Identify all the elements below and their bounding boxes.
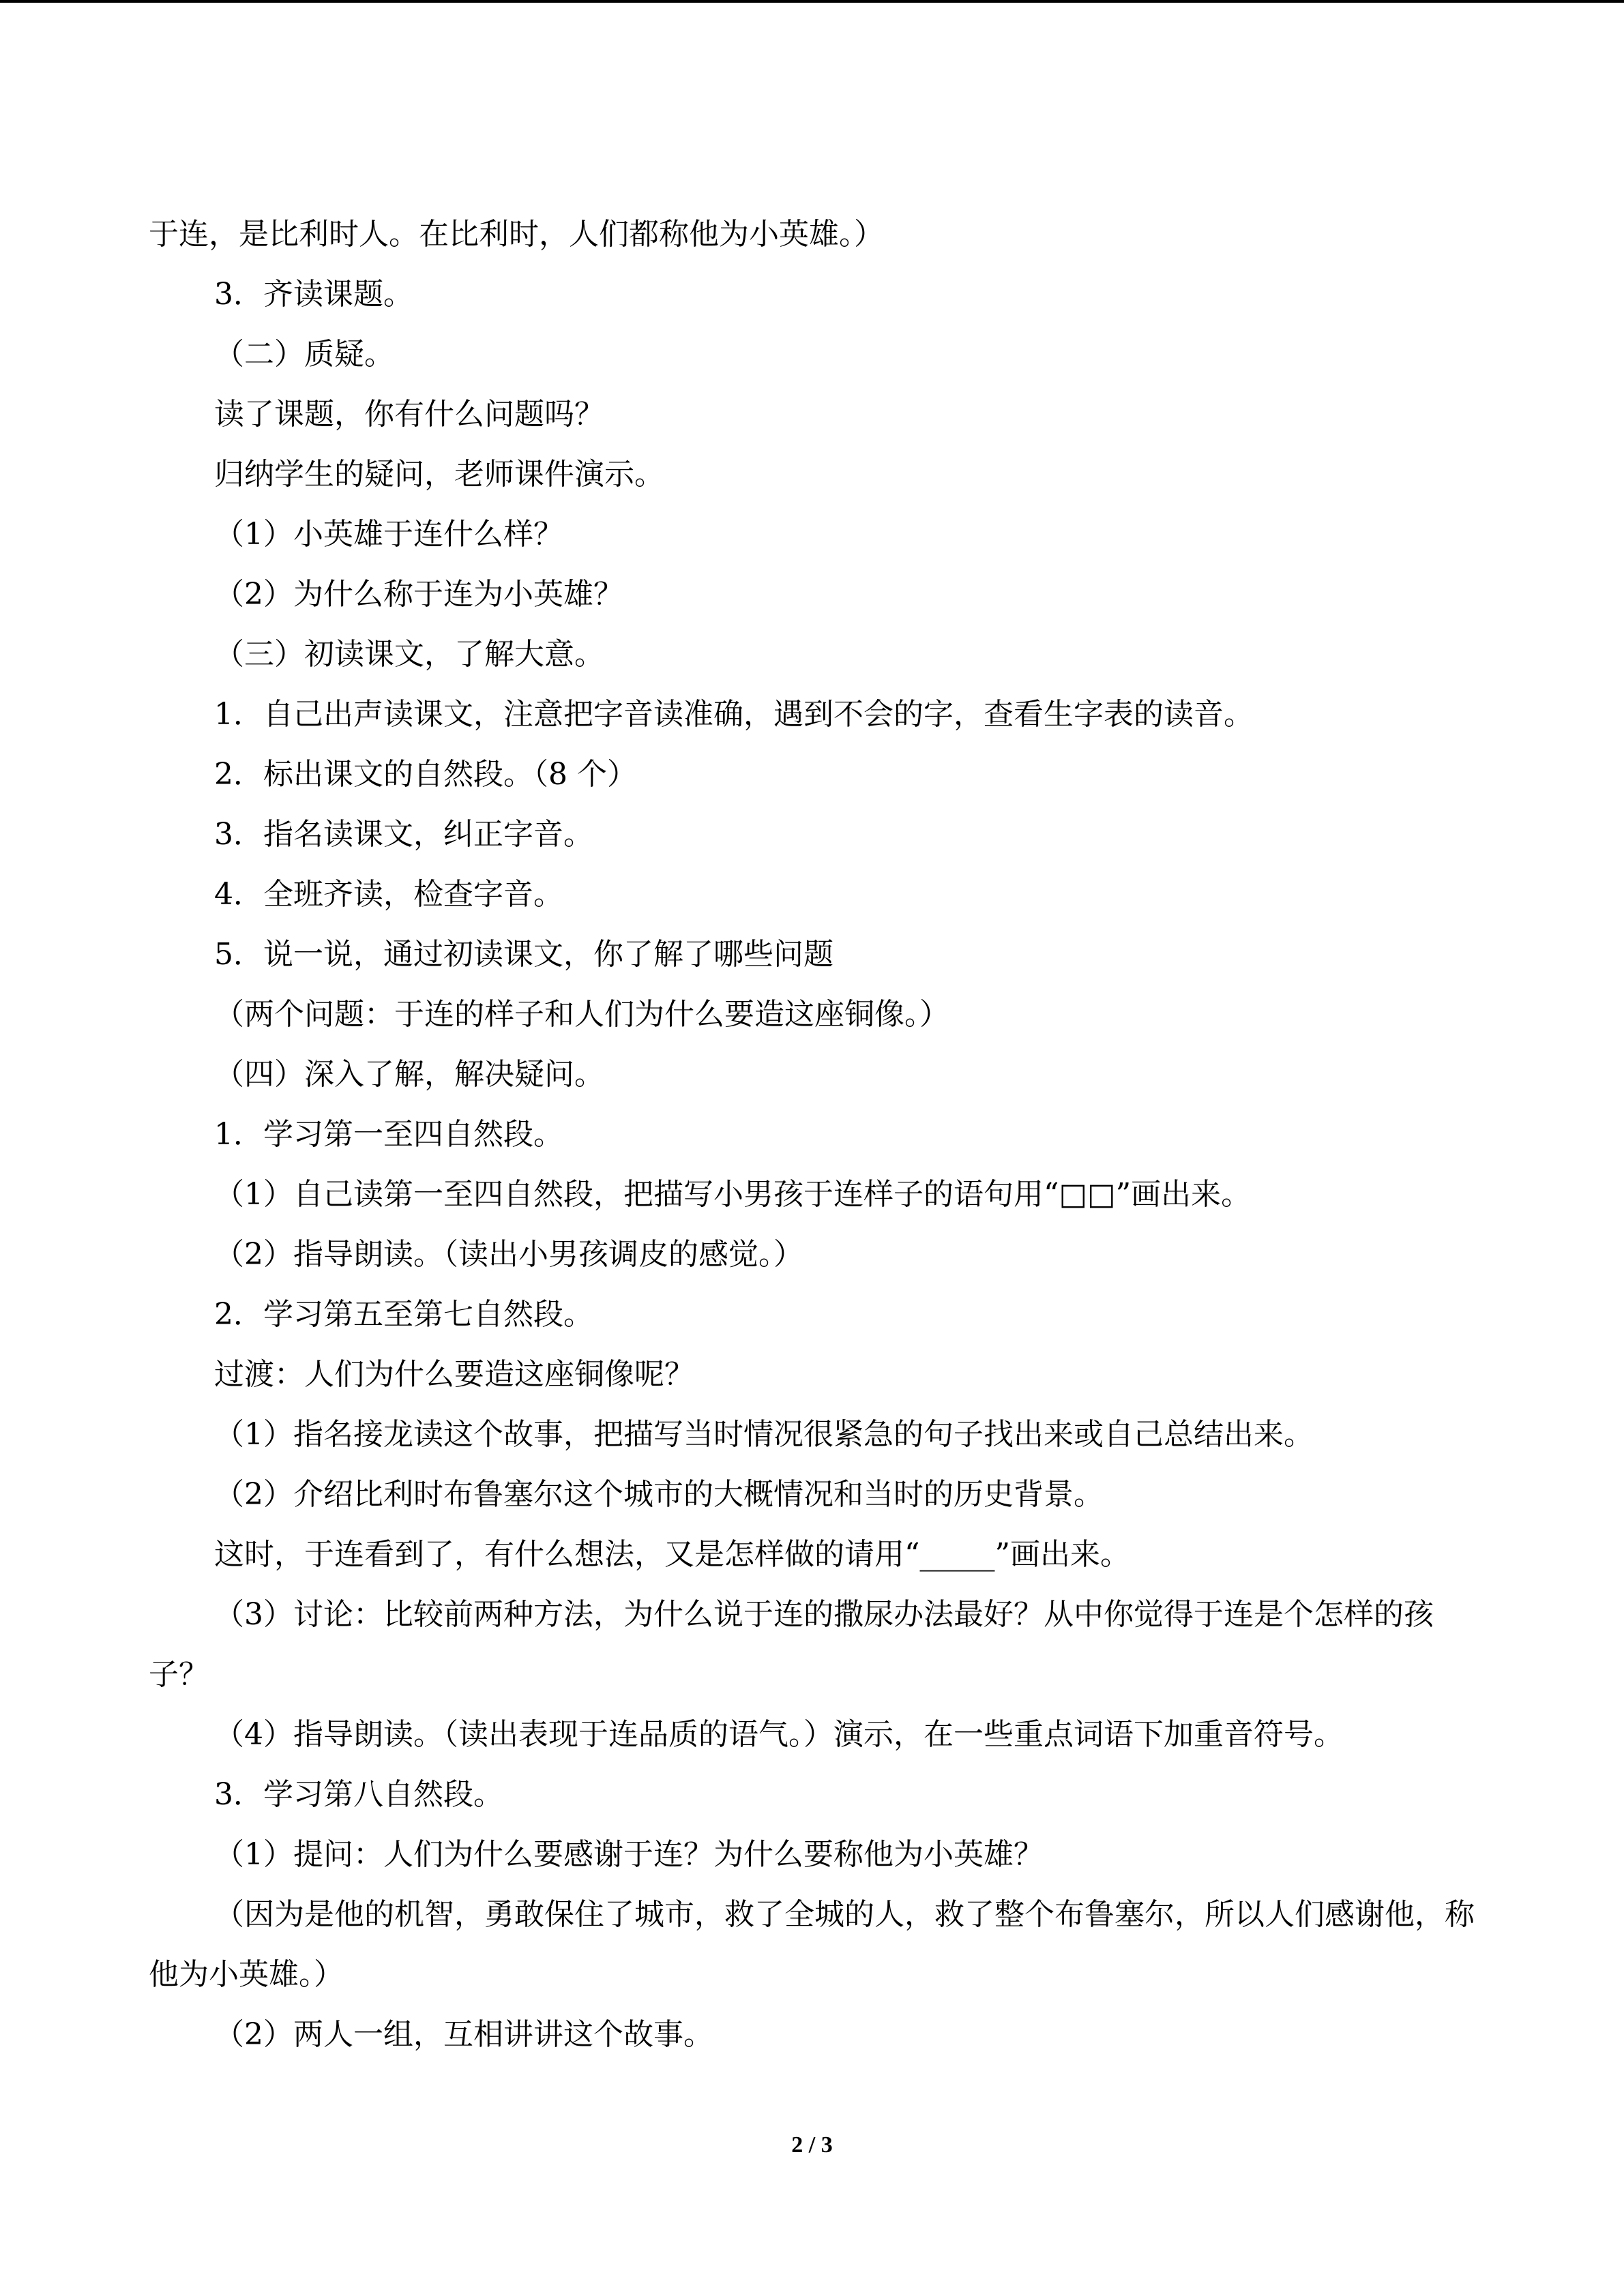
paragraph-summarize-questions: 归纳学生的疑问，老师课件演示。 <box>214 457 664 492</box>
reading-step-4: 4．全班齐读，检查字音。 <box>214 877 563 912</box>
paragraph-continuation: 于连，是比利时人。在比利时，人们都称他为小英雄。） <box>149 217 884 252</box>
section-heading-deep-understanding: （四）深入了解，解决疑问。 <box>214 1057 604 1092</box>
paragraph-question-prompt: 读了课题，你有什么问题吗？ <box>214 397 604 432</box>
reading-step-5-answer: （两个问题：于连的样子和人们为什么要造这座铜像。） <box>214 997 949 1032</box>
reading-step-3: 3．指名读课文，纠正字音。 <box>214 817 593 852</box>
paragraph-step-3-read-title: 3．齐读课题。 <box>214 277 413 312</box>
study-step-1-item-2: （2）指导朗读。（读出小男孩调皮的感觉。） <box>214 1237 803 1272</box>
study-step-3-answer: （因为是他的机智，勇敢保住了城市，救了全城的人，救了整个布鲁塞尔，所以人们感谢他，称他为小英雄。） <box>149 1897 1475 1992</box>
study-step-2-item-1: （1）指名接龙读这个故事，把描写当时情况很紧急的句子找出来或自己总结出来。 <box>214 1417 1314 1452</box>
document-body <box>149 205 1479 2065</box>
study-step-2-item-2: （2）介绍比利时布鲁塞尔这个城市的大概情况和当时的历史背景。 <box>214 1477 1104 1512</box>
study-step-2-item-3: （3）讨论：比较前两种方法，为什么说于连的撒尿办法最好？从中你觉得于连是个怎样的孩子？ <box>149 1597 1434 1692</box>
reading-step-2: 2．标出课文的自然段。（8 个） <box>214 757 637 792</box>
section-heading-first-reading: （三）初读课文，了解大意。 <box>214 637 604 672</box>
section-heading-questioning: （二）质疑。 <box>214 337 394 372</box>
reading-step-5: 5．说一说，通过初读课文，你了解了哪些问题 <box>214 937 833 972</box>
study-step-3-item-2: （2）两人一组，互相讲讲这个故事。 <box>214 2017 713 2052</box>
question-item-2: （2）为什么称于连为小英雄？ <box>214 577 623 612</box>
study-step-2-transition: 过渡：人们为什么要造这座铜像呢？ <box>214 1357 694 1392</box>
study-step-1: 1．学习第一至四自然段。 <box>214 1117 563 1152</box>
study-step-3-item-1: （1）提问：人们为什么要感谢于连？为什么要称他为小英雄？ <box>214 1837 1044 1872</box>
question-item-1: （1）小英雄于连什么样？ <box>214 517 563 552</box>
study-step-2-item-4: （4）指导朗读。（读出表现于连品质的语气。）演示，在一些重点词语下加重音符号。 <box>214 1717 1344 1752</box>
reading-step-1: 1．自己出声读课文，注意把字音读准确，遇到不会的字，查看生字表的读音。 <box>214 697 1254 732</box>
study-step-2-underline-task: 这时，于连看到了，有什么想法，又是怎样做的请用“_____”画出来。 <box>214 1537 1130 1572</box>
page-number: 2 / 3 <box>791 2132 833 2158</box>
study-step-2: 2．学习第五至第七自然段。 <box>214 1297 593 1332</box>
study-step-1-item-1: （1）自己读第一至四自然段，把描写小男孩于连样子的语句用“□□”画出来。 <box>214 1177 1252 1212</box>
page-top-border <box>0 0 1624 3</box>
study-step-3: 3．学习第八自然段。 <box>214 1777 503 1812</box>
